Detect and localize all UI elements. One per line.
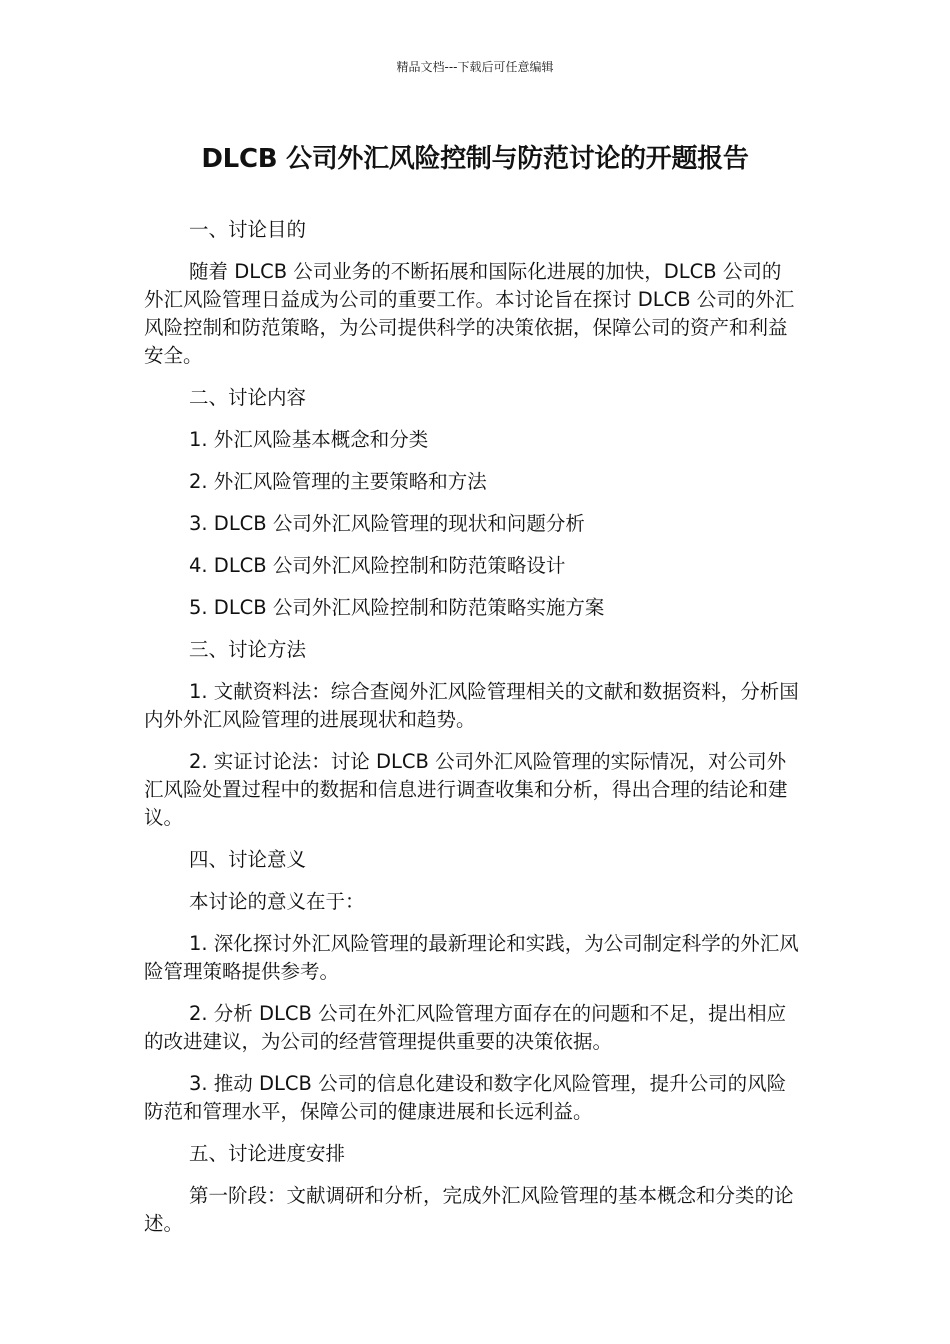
body-paragraph: 本讨论的意义在于： [189,890,365,913]
list-item: 1. 深化探讨外汇风险管理的最新理论和实践，为公司制定科学的外汇风险管理策略提供参考。 [144,932,799,983]
section-heading-schedule: 五、讨论进度安排 [189,1142,346,1165]
list-item: 3. 推动 DLCB 公司的信息化建设和数字化风险管理，提升公司的风险防范和管理水平，保障公司的健康进展和长远利益。 [144,1072,787,1123]
list-item: 2. 实证讨论法：讨论 DLCB 公司外汇风险管理的实际情况，对公司外汇风险处置过程中的数据和信息进行调查收集和分析，得出合理的结论和建议。 [144,750,788,829]
list-item: 2. 外汇风险管理的主要策略和方法 [189,470,487,493]
document-title: DLCB 公司外汇风险控制与防范讨论的开题报告 [201,144,749,174]
section-heading-purpose: 一、讨论目的 [189,218,307,241]
body-paragraph: 随着 DLCB 公司业务的不断拓展和国际化进展的加快，DLCB 公司的外汇风险管理日益成为公司的重要工作。本讨论旨在探讨 DLCB 公司的外汇风险控制和防范策略，为公司提供科学的决策依据，保障公司的资产和利益安全。 [144,260,795,367]
section-heading-content: 二、讨论内容 [189,386,307,409]
list-item: 3. DLCB 公司外汇风险管理的现状和问题分析 [189,512,585,535]
section-heading-significance: 四、讨论意义 [189,848,307,871]
list-item: 5. DLCB 公司外汇风险控制和防范策略实施方案 [189,596,605,619]
list-item: 1. 外汇风险基本概念和分类 [189,428,429,451]
section-heading-method: 三、讨论方法 [189,638,307,661]
list-item: 1. 文献资料法：综合查阅外汇风险管理相关的文献和数据资料，分析国内外外汇风险管理的进展现状和趋势。 [144,680,799,731]
header-note: 精品文档---下载后可任意编辑 [396,60,554,74]
document-body [144,216,800,1238]
body-paragraph: 第一阶段：文献调研和分析，完成外汇风险管理的基本概念和分类的论述。 [144,1184,794,1235]
list-item: 4. DLCB 公司外汇风险控制和防范策略设计 [189,554,566,577]
list-item: 2. 分析 DLCB 公司在外汇风险管理方面存在的问题和不足，提出相应的改进建议，为公司的经营管理提供重要的决策依据。 [144,1002,787,1053]
